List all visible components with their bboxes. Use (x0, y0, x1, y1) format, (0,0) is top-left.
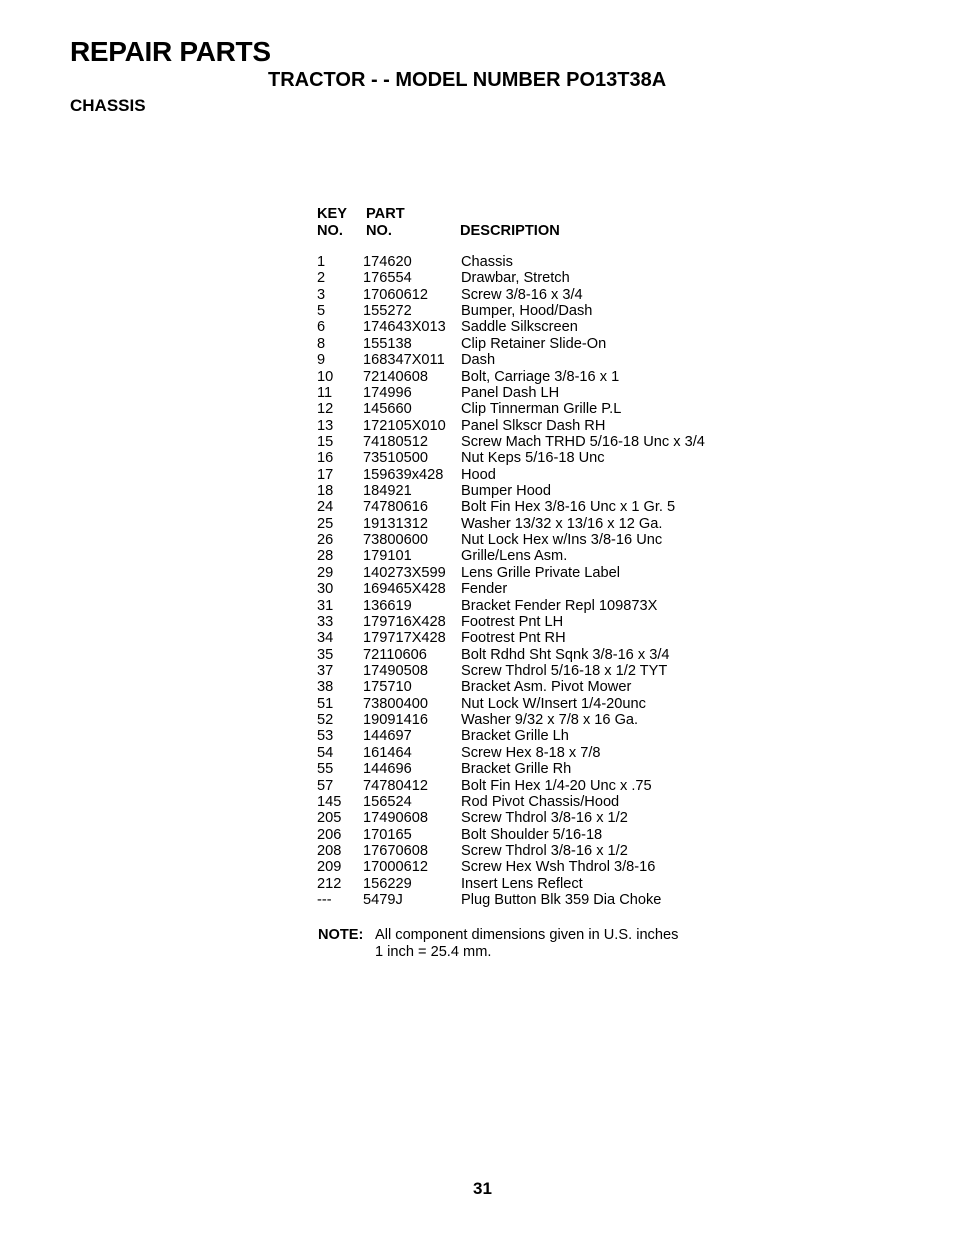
description: Bracket Fender Repl 109873X (461, 597, 658, 614)
description: Screw Hex Wsh Thdrol 3/8-16 (461, 859, 656, 876)
description: Plug Button Blk 359 Dia Choke (461, 892, 662, 909)
description: Hood (461, 466, 496, 483)
key-no: 24 (317, 499, 334, 516)
key-no: 31 (317, 597, 334, 614)
description: Saddle Silkscreen (461, 319, 578, 336)
header-part-line1: PART (366, 206, 405, 222)
model-subtitle: TRACTOR - - MODEL NUMBER PO13T38A (268, 69, 667, 91)
key-no: 16 (317, 450, 334, 467)
header-part-line2: NO. (366, 223, 392, 239)
description: Bolt, Carriage 3/8-16 x 1 (461, 368, 620, 385)
part-no: 19131312 (363, 515, 428, 532)
part-no: 159639x428 (363, 466, 444, 483)
description: Bolt Rdhd Sht Sqnk 3/8-16 x 3/4 (461, 646, 670, 663)
key-no: 205 (317, 810, 342, 827)
description: Screw Hex 8-18 x 7/8 (461, 744, 601, 761)
key-no: 57 (317, 777, 334, 794)
key-no: 26 (317, 532, 334, 549)
description: Bracket Asm. Pivot Mower (461, 679, 632, 696)
description: Screw Mach TRHD 5/16-18 Unc x 3/4 (461, 433, 705, 450)
note-text-line2: 1 inch = 25.4 mm. (375, 943, 492, 960)
key-no: --- (317, 892, 332, 909)
part-no: 176554 (363, 270, 412, 287)
part-no: 184921 (363, 483, 412, 500)
part-no: 17670608 (363, 842, 428, 859)
key-no: 5 (317, 303, 326, 320)
part-no: 179717X428 (363, 630, 446, 647)
description: Screw Thdrol 3/8-16 x 1/2 (461, 810, 628, 827)
description: Bolt Shoulder 5/16-18 (461, 826, 603, 843)
part-no: 17060612 (363, 286, 428, 303)
key-no: 34 (317, 630, 334, 647)
part-no: 174643X013 (363, 319, 446, 336)
part-no: 172105X010 (363, 417, 446, 434)
description: Bracket Grille Lh (461, 728, 569, 745)
part-no: 73510500 (363, 450, 428, 467)
description: Bumper Hood (461, 483, 552, 500)
key-no: 11 (317, 384, 333, 401)
key-no: 209 (317, 859, 342, 876)
key-no: 52 (317, 712, 334, 729)
page-number: 31 (473, 1179, 492, 1198)
part-no: 74780412 (363, 777, 428, 794)
part-no: 156229 (363, 875, 412, 892)
description: Rod Pivot Chassis/Hood (461, 793, 620, 810)
part-no: 17000612 (363, 859, 428, 876)
key-no: 206 (317, 826, 342, 843)
description: Clip Retainer Slide-On (461, 335, 607, 352)
part-no: 5479J (363, 892, 403, 909)
key-no: 2 (317, 270, 326, 287)
part-no: 156524 (363, 793, 412, 810)
description: Washer 9/32 x 7/8 x 16 Ga. (461, 712, 639, 729)
description: Insert Lens Reflect (461, 875, 583, 892)
key-no: 37 (317, 662, 334, 679)
description: Lens Grille Private Label (461, 564, 620, 581)
description: Footrest Pnt LH (461, 613, 564, 630)
header-key-line2: NO. (317, 223, 343, 239)
description: Grille/Lens Asm. (461, 548, 568, 565)
description: Screw Thdrol 5/16-18 x 1/2 TYT (461, 662, 668, 679)
key-no: 33 (317, 613, 334, 630)
part-no: 72110606 (363, 646, 427, 663)
part-no: 73800600 (363, 532, 428, 549)
description: Nut Lock W/Insert 1/4-20unc (461, 695, 646, 712)
page-title: REPAIR PARTS (70, 36, 271, 67)
description: Screw 3/8-16 x 3/4 (461, 286, 583, 303)
description: Nut Lock Hex w/Ins 3/8-16 Unc (461, 532, 663, 549)
part-no: 174620 (363, 254, 412, 270)
description: Drawbar, Stretch (461, 270, 570, 287)
part-no: 144697 (363, 728, 412, 745)
key-no: 29 (317, 564, 334, 581)
description: Footrest Pnt RH (461, 630, 566, 647)
key-no: 208 (317, 842, 342, 859)
part-no: 17490608 (363, 810, 428, 827)
key-no: 30 (317, 581, 334, 598)
description: Dash (461, 352, 496, 369)
key-no: 54 (317, 744, 334, 761)
part-no: 161464 (363, 744, 412, 761)
part-no: 155272 (363, 303, 412, 320)
part-no: 169465X428 (363, 581, 446, 598)
part-no: 179716X428 (363, 613, 446, 630)
note-label: NOTE: (318, 927, 364, 943)
key-no: 1 (317, 254, 326, 270)
part-no: 179101 (363, 548, 412, 565)
key-no: 12 (317, 401, 334, 418)
part-no: 155138 (363, 335, 412, 352)
key-no: 15 (317, 433, 334, 450)
key-no: 3 (317, 286, 326, 303)
part-no: 140273X599 (363, 564, 446, 581)
key-no: 53 (317, 728, 334, 745)
key-no: 25 (317, 515, 334, 532)
description: Bumper, Hood/Dash (461, 303, 593, 320)
part-no: 136619 (363, 597, 412, 614)
part-no: 144696 (363, 761, 412, 778)
description: Chassis (461, 254, 513, 270)
part-no: 74180512 (363, 433, 428, 450)
part-no: 175710 (363, 679, 412, 696)
description: Bolt Fin Hex 3/8-16 Unc x 1 Gr. 5 (461, 499, 676, 516)
description: Clip Tinnerman Grille P.L (461, 401, 622, 418)
description: Bolt Fin Hex 1/4-20 Unc x .75 (461, 777, 652, 794)
part-no: 145660 (363, 401, 412, 418)
part-no: 73800400 (363, 695, 428, 712)
description: Screw Thdrol 3/8-16 x 1/2 (461, 842, 628, 859)
description: Fender (461, 581, 508, 598)
key-no: 35 (317, 646, 334, 663)
description: Nut Keps 5/16-18 Unc (461, 450, 605, 467)
header-key-line1: KEY (317, 206, 348, 222)
key-no: 17 (317, 466, 334, 483)
key-no: 10 (317, 368, 334, 385)
key-no: 13 (317, 417, 334, 434)
part-no: 72140608 (363, 368, 428, 385)
key-no: 28 (317, 548, 334, 565)
key-no: 6 (317, 319, 326, 336)
key-no: 18 (317, 483, 334, 500)
part-no: 17490508 (363, 662, 428, 679)
key-no: 9 (317, 352, 326, 369)
description: Panel Slkscr Dash RH (461, 417, 606, 434)
section-heading: CHASSIS (70, 96, 146, 115)
description: Panel Dash LH (461, 384, 560, 401)
key-no: 38 (317, 679, 334, 696)
header-description: DESCRIPTION (460, 223, 560, 239)
description: Washer 13/32 x 13/16 x 12 Ga. (461, 515, 663, 532)
part-no: 168347X011 (363, 352, 445, 369)
part-no: 19091416 (363, 712, 428, 729)
key-no: 145 (317, 793, 342, 810)
key-no: 8 (317, 335, 326, 352)
part-no: 174996 (363, 384, 412, 401)
key-no: 212 (317, 875, 342, 892)
note-text-line1: All component dimensions given in U.S. inches (375, 927, 679, 943)
key-no: 51 (317, 695, 334, 712)
part-no: 74780616 (363, 499, 428, 516)
part-no: 170165 (363, 826, 412, 843)
description: Bracket Grille Rh (461, 761, 572, 778)
key-no: 55 (317, 761, 334, 778)
